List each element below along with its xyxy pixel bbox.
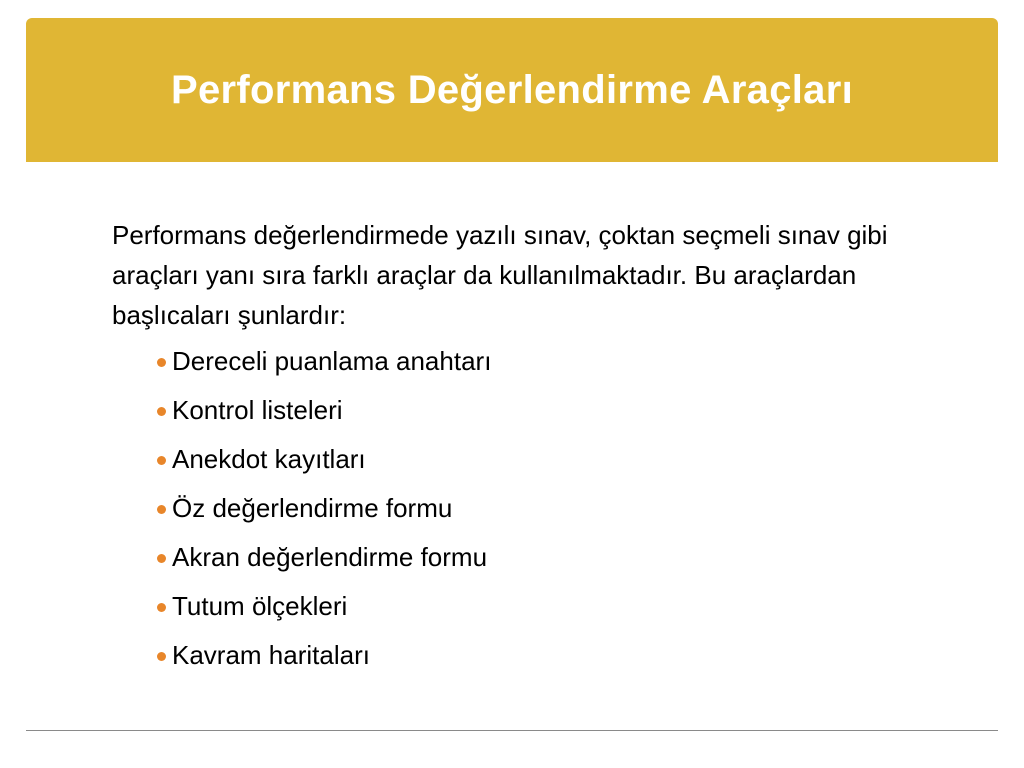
bullet-item <box>157 337 912 386</box>
bullet-text: Dereceli puanlama anahtarı <box>172 346 492 376</box>
bullet-text: Kavram haritaları <box>172 640 370 670</box>
bullet-item <box>157 582 912 631</box>
bullet-text: Akran değerlendirme formu <box>172 542 488 572</box>
bullet-item <box>157 435 912 484</box>
bullet-dot-icon <box>157 603 166 612</box>
bullet-item <box>157 533 912 582</box>
bullet-dot-icon <box>157 554 166 563</box>
title-bar <box>26 18 998 162</box>
intro-paragraph: Performans değerlendirmede yazılı sınav, çoktan seçmeli sınav gibi araçları yanı sıra farklı araçlar da kullanılmaktadır. Bu araçlardan başlıcaları şunlardır: <box>112 220 888 330</box>
bullet-dot-icon <box>157 407 166 416</box>
bullet-text: Kontrol listeleri <box>172 395 343 425</box>
bullet-dot-icon <box>157 358 166 367</box>
bullet-item <box>157 631 912 680</box>
bullet-text: Tutum ölçekleri <box>172 591 348 621</box>
bullet-dot-icon <box>157 505 166 514</box>
bullet-list <box>112 337 912 680</box>
bullet-item <box>157 484 912 533</box>
content-area <box>112 215 912 680</box>
slide-title: Performans Değerlendirme Araçları <box>170 67 854 112</box>
bullet-text: Öz değerlendirme formu <box>172 493 453 523</box>
bullet-dot-icon <box>157 456 166 465</box>
bullet-dot-icon <box>157 652 166 661</box>
bullet-item <box>157 386 912 435</box>
footer-divider <box>26 730 998 731</box>
bullet-text: Anekdot kayıtları <box>172 444 366 474</box>
